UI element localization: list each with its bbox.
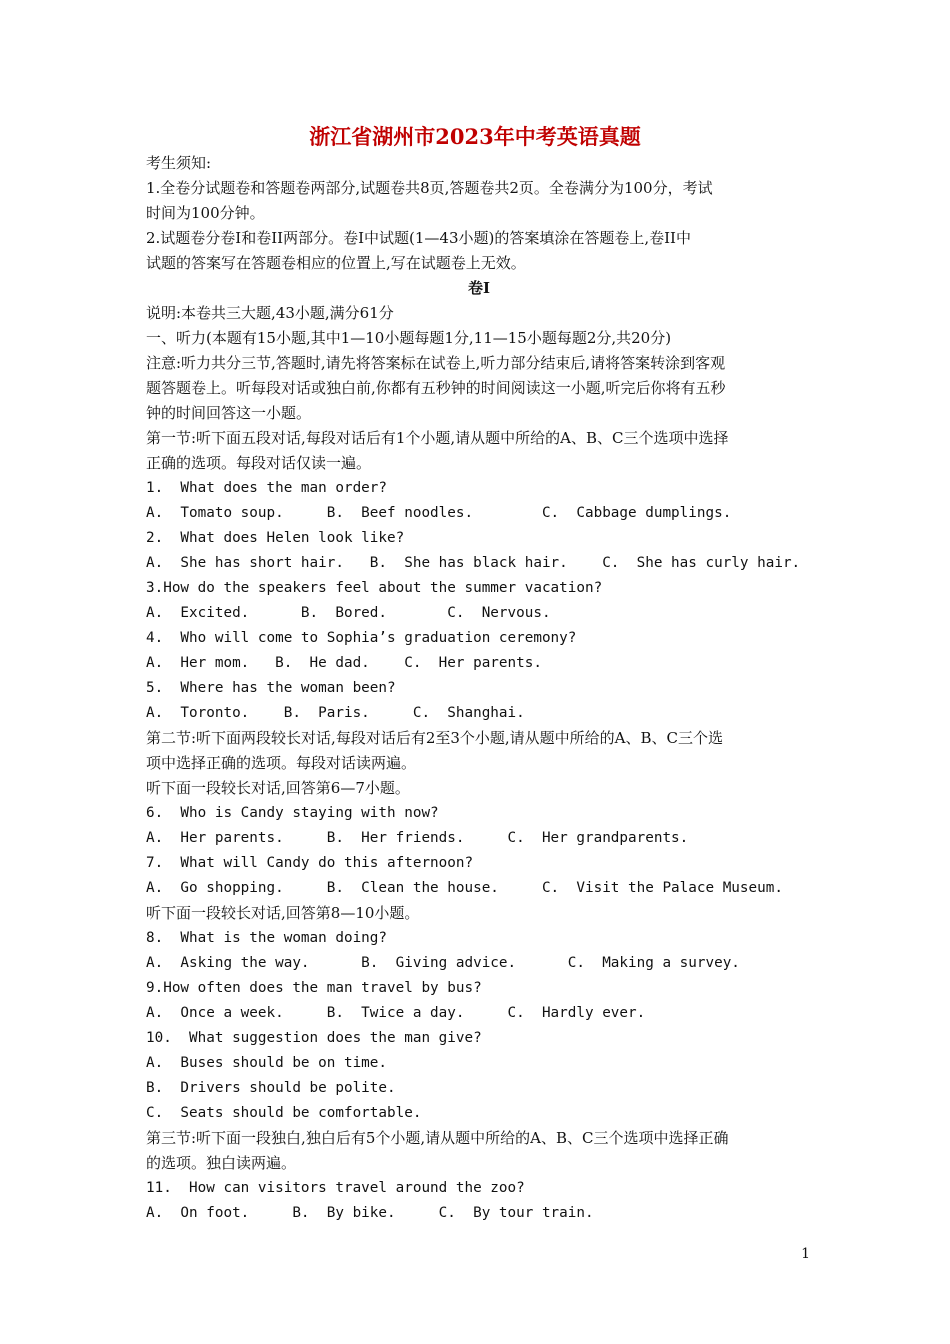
page-number: 1 — [801, 1246, 810, 1262]
page-title: 浙江省湖州市2023年中考英语真题 — [309, 124, 641, 149]
text-line: 考生须知: — [146, 154, 212, 172]
text-line: 9.How often does the man travel by bus? — [146, 980, 482, 996]
text-line: 说明:本卷共三大题,43小题,满分61分 — [146, 304, 394, 322]
text-line: 听下面一段较长对话,回答第8—10小题。 — [146, 904, 420, 922]
text-line: 试题的答案写在答题卷相应的位置上,写在试题卷上无效。 — [146, 254, 526, 272]
text-line: A. On foot. B. By bike. C. By tour train. — [146, 1205, 594, 1221]
text-line: 注意:听力共分三节,答题时,请先将答案标在试卷上,听力部分结束后,请将答案转涂到客观 — [146, 354, 726, 372]
text-line: A. Tomato soup. B. Beef noodles. C. Cabbage dumplings. — [146, 505, 732, 521]
document-body — [146, 151, 812, 1226]
text-line: 时间为100分钟。 — [146, 204, 265, 222]
text-line: 正确的选项。每段对话仅读一遍。 — [146, 454, 372, 472]
text-line: 5. Where has the woman been? — [146, 680, 396, 696]
text-line: A. Her parents. B. Her friends. C. Her grandparents. — [146, 830, 689, 846]
text-line: A. Her mom. B. He dad. C. Her parents. — [146, 655, 542, 671]
text-line: 1.全卷分试题卷和答题卷两部分,试题卷共8页,答题卷共2页。全卷满分为100分，考试 — [146, 179, 713, 197]
text-line: 6. Who is Candy staying with now? — [146, 805, 439, 821]
text-line: 10. What suggestion does the man give? — [146, 1030, 482, 1046]
text-line: A. Go shopping. B. Clean the house. C. Visit the Palace Museum. — [146, 880, 783, 896]
text-line: C. Seats should be comfortable. — [146, 1105, 422, 1121]
section-heading: 卷I — [467, 279, 491, 297]
text-line: A. Buses should be on time. — [146, 1055, 388, 1071]
text-line: 第三节:听下面一段独白,独白后有5个小题,请从题中所给的A、B、C三个选项中选择正确 — [146, 1129, 729, 1147]
text-line: 第二节:听下面两段较长对话,每段对话后有2至3个小题,请从题中所给的A、B、C三个选 — [146, 729, 724, 747]
text-line: A. Once a week. B. Twice a day. C. Hardly ever. — [146, 1005, 646, 1021]
text-line: B. Drivers should be polite. — [146, 1080, 396, 1096]
text-line: 2. What does Helen look like? — [146, 530, 405, 546]
text-line: 2.试题卷分卷I和卷II两部分。卷I中试题(1—43小题)的答案填涂在答题卷上,卷II中 — [146, 229, 691, 247]
text-line: A. Asking the way. B. Giving advice. C. Making a survey. — [146, 955, 740, 971]
text-line: 的选项。独白读两遍。 — [146, 1154, 297, 1172]
text-line: 题答题卷上。听每段对话或独白前,你都有五秒钟的时间阅读这一小题,听完后你将有五秒 — [146, 379, 726, 397]
text-line: 8. What is the woman doing? — [146, 930, 388, 946]
text-line: 11. How can visitors travel around the zoo? — [146, 1180, 525, 1196]
text-line: 钟的时间回答这一小题。 — [146, 404, 312, 422]
text-line: 第一节:听下面五段对话,每段对话后有1个小题,请从题中所给的A、B、C三个选项中选择 — [146, 429, 729, 447]
text-line: 一、听力(本题有15小题,其中1—10小题每题1分,11—15小题每题2分,共20分) — [146, 329, 672, 347]
text-line: 7. What will Candy do this afternoon? — [146, 855, 474, 871]
text-line: A. She has short hair. B. She has black hair. C. She has curly hair. — [146, 555, 801, 571]
text-line: A. Toronto. B. Paris. C. Shanghai. — [146, 705, 525, 721]
text-line: 4. Who will come to Sophia’s graduation ceremony? — [146, 630, 577, 646]
text-line: 项中选择正确的选项。每段对话读两遍。 — [146, 754, 417, 772]
text-line: 1. What does the man order? — [146, 480, 388, 496]
text-line: 3.How do the speakers feel about the summer vacation? — [146, 580, 603, 596]
text-line: A. Excited. B. Bored. C. Nervous. — [146, 605, 551, 621]
text-line: 听下面一段较长对话,回答第6—7小题。 — [146, 779, 410, 797]
